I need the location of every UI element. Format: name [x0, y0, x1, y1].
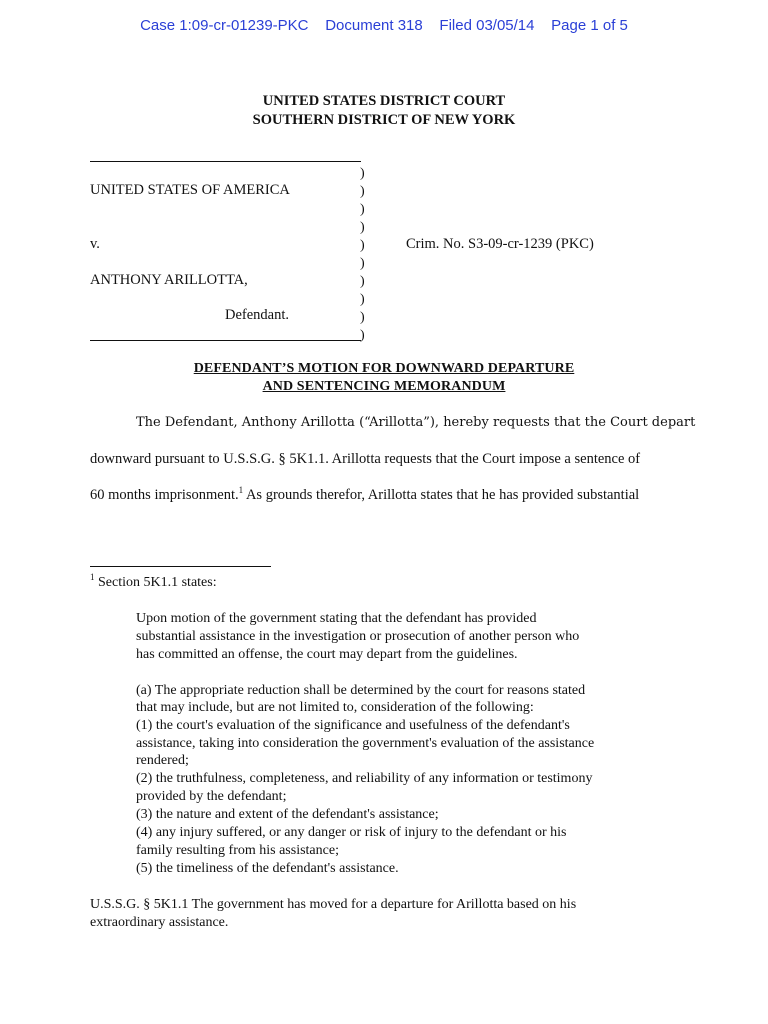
ecf-header-stamp: [0, 17, 768, 34]
caption-paren: ): [360, 202, 365, 217]
footnote-closing-line: U.S.S.G. § 5K1.1 The government has moved for a departure for Arillotta based on his: [90, 897, 577, 912]
quote-line: rendered;: [136, 753, 189, 768]
court-name: UNITED STATES DISTRICT COURT: [262, 93, 506, 109]
quote-line: has committed an offense, the court may depart from the guidelines.: [136, 647, 518, 662]
footnote-marker: 1: [90, 572, 95, 582]
quote-line: (1) the court's evaluation of the significance and usefulness of the defendant's: [136, 718, 570, 733]
criminal-case-number: Crim. No. S3-09-cr-1239 (PKC): [406, 236, 594, 252]
body-line: The Defendant, Anthony Arillotta (“Arillotta”), hereby requests that the Court depart: [136, 415, 696, 430]
case-number-stamp: Case 1:09-cr-01239-PKC: [140, 17, 309, 34]
caption-paren: ): [360, 238, 365, 253]
body-line: downward pursuant to U.S.S.G. § 5K1.1. Arillotta requests that the Court impose a sentence of: [90, 451, 641, 467]
caption-paren: ): [360, 274, 365, 289]
document-number-stamp: Document 318: [325, 17, 423, 34]
caption-paren: ): [360, 166, 365, 181]
page-count-stamp: Page 1 of 5: [551, 17, 628, 34]
quote-line: (a) The appropriate reduction shall be determined by the court for reasons stated: [136, 683, 586, 698]
defendant-role: Defendant.: [225, 307, 290, 323]
motion-title: DEFENDANT’S MOTION FOR DOWNWARD DEPARTURE: [193, 361, 575, 376]
caption-paren: ): [360, 310, 365, 325]
body-text: As grounds therefor, Arillotta states that he has provided substantial: [243, 487, 640, 503]
footnote-intro: [90, 572, 217, 591]
quote-line: (4) any injury suffered, or any danger or risk of injury to the defendant or his: [136, 825, 567, 840]
caption-paren: ): [360, 256, 365, 271]
quote-line: that may include, but are not limited to, consideration of the following:: [136, 700, 534, 715]
footnote-reference: 1: [238, 485, 244, 495]
footnote-closing-line: extraordinary assistance.: [90, 915, 229, 930]
footnote-text: Section 5K1.1 states:: [94, 575, 217, 590]
defendant-name: ANTHONY ARILLOTTA,: [90, 272, 248, 288]
plaintiff-name: UNITED STATES OF AMERICA: [90, 182, 290, 198]
quote-line: Upon motion of the government stating that the defendant has provided: [136, 611, 537, 626]
footnote-separator: [90, 566, 271, 567]
caption-paren: ): [360, 328, 365, 343]
quote-line: (3) the nature and extent of the defendant's assistance;: [136, 807, 439, 822]
caption-paren: ): [360, 292, 365, 307]
body-text: 60 months imprisonment.: [90, 487, 239, 503]
motion-subtitle: AND SENTENCING MEMORANDUM: [262, 379, 506, 394]
caption-paren: ): [360, 184, 365, 199]
quote-line: (5) the timeliness of the defendant's assistance.: [136, 861, 399, 876]
caption-top-rule: [90, 161, 361, 162]
caption-paren: ): [360, 220, 365, 235]
versus-label: v.: [90, 236, 100, 252]
filed-date-stamp: Filed 03/05/14: [439, 17, 535, 34]
quote-line: substantial assistance in the investigation or prosecution of another person who: [136, 629, 580, 644]
quote-line: family resulting from his assistance;: [136, 843, 339, 858]
caption-bottom-rule: [90, 340, 361, 341]
body-line: [90, 487, 639, 504]
quote-line: (2) the truthfulness, completeness, and reliability of any information or testimony: [136, 771, 593, 786]
quote-line: assistance, taking into consideration the government's evaluation of the assistance: [136, 736, 595, 751]
court-district: SOUTHERN DISTRICT OF NEW YORK: [252, 112, 516, 128]
quote-line: provided by the defendant;: [136, 789, 287, 804]
